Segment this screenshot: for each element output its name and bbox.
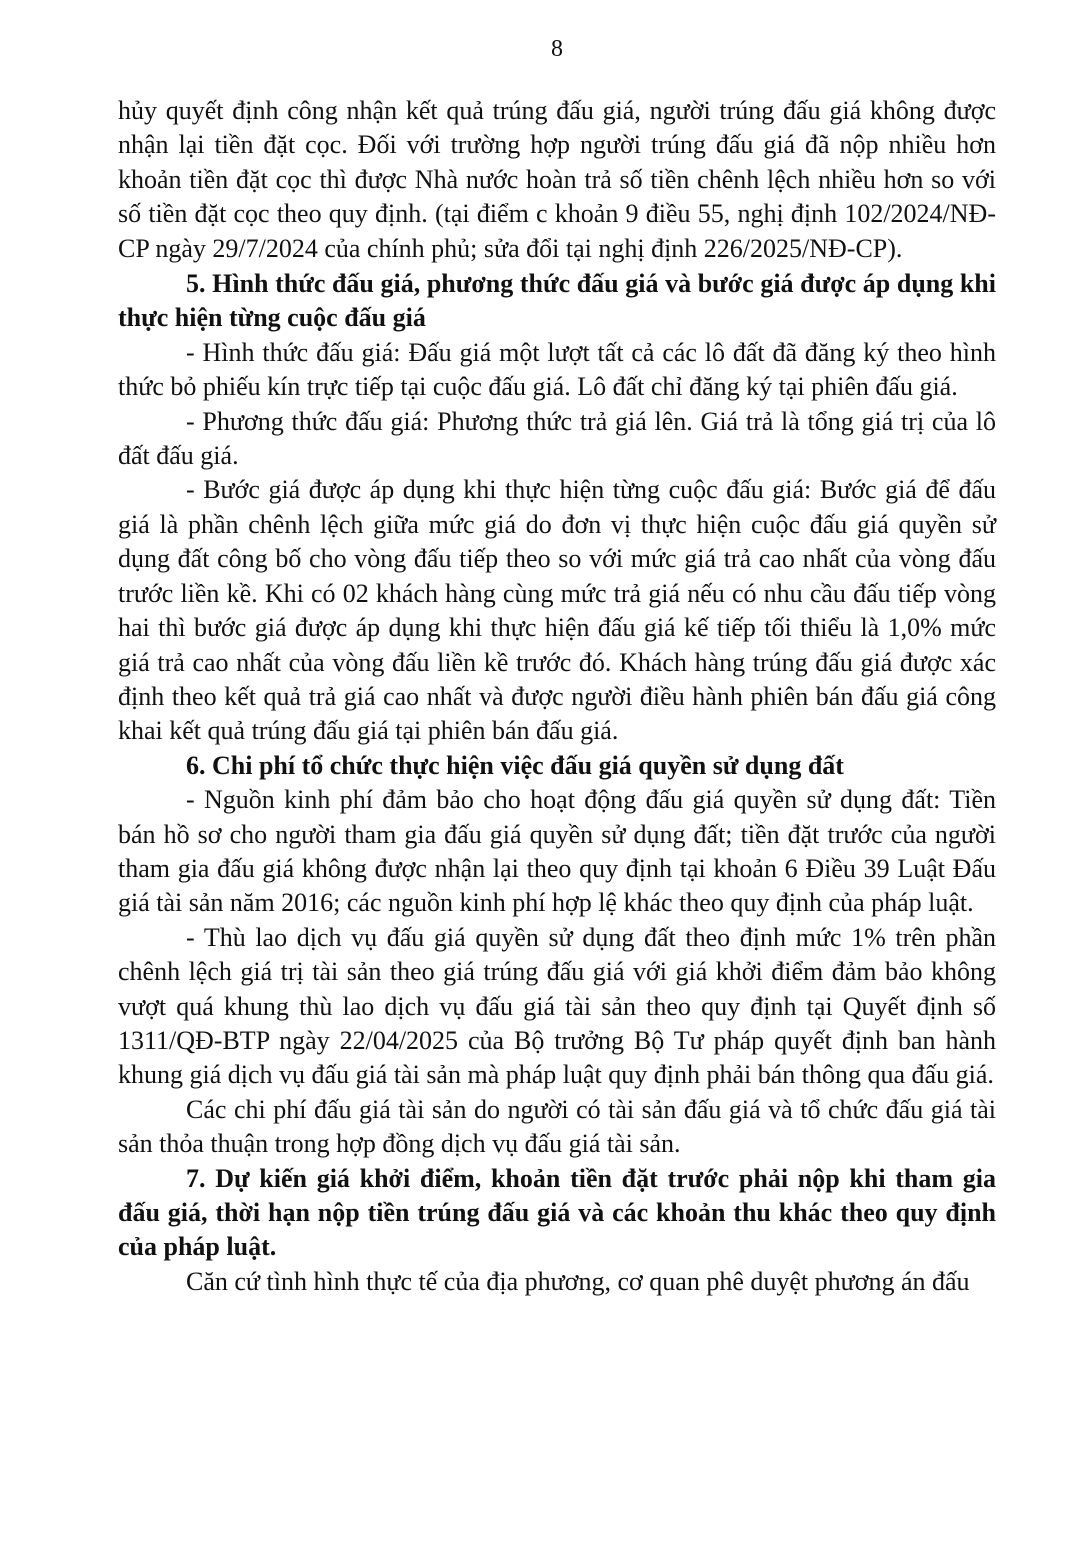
paragraph-service-fee: - Thù lao dịch vụ đấu giá quyền sử dụng đất theo định mức 1% trên phần chênh lệch giá trị tài sản theo giá trúng đấu giá với giá khởi điểm đảm bảo không vượt quá khung thù lao dịch vụ đấu giá tài sản theo quy định tại Quyết định số 1311/QĐ-BTP ngày 22/04/2025 của Bộ trưởng Bộ Tư pháp quyết định ban hành khung giá dịch vụ đấu giá tài sản mà pháp luật quy định phải bán thông qua đấu giá. <box>118 922 996 1090</box>
section-7-heading: 7. Dự kiến giá khởi điểm, khoản tiền đặt trước phải nộp khi tham gia đấu giá, thời hạn nộp tiền trúng đấu giá và các khoản thu khác theo quy định của pháp luật. <box>118 1163 996 1262</box>
paragraph-auction-form: - Hình thức đấu giá: Đấu giá một lượt tất cả các lô đất đã đăng ký theo hình thức bỏ phiếu kín trực tiếp tại cuộc đấu giá. Lô đất chỉ đăng ký tại phiên đấu giá. <box>118 337 996 402</box>
paragraph-deposit-forfeit: hủy quyết định công nhận kết quả trúng đấu giá, người trúng đấu giá không được nhận lại tiền đặt cọc. Đối với trường hợp người trúng đấu giá đã nộp nhiều hơn khoản tiền đặt cọc thì được Nhà nước hoàn trả số tiền chênh lệch nhiều hơn so với số tiền đặt cọc theo quy định. (tại điểm c khoản 9 điều 55, nghị định 102/2024/NĐ-CP ngày 29/7/2024 của chính phủ; sửa đổi tại nghị định 226/2025/NĐ-CP). <box>118 96 996 263</box>
paragraph-funding-source: - Nguồn kinh phí đảm bảo cho hoạt động đấu giá quyền sử dụng đất: Tiền bán hồ sơ cho người tham gia đấu giá quyền sử dụng đất; tiền đặt trước của người tham gia đấu giá không được nhận lại theo quy định tại khoản 6 Điều 39 Luật Đấu giá tài sản năm 2016; các nguồn kinh phí hợp lệ khác theo quy định của pháp luật. <box>118 785 996 918</box>
paragraph-auction-costs: Các chi phí đấu giá tài sản do người có tài sản đấu giá và tổ chức đấu giá tài sản thỏa thuận trong hợp đồng dịch vụ đấu giá tài sản. <box>118 1094 996 1159</box>
paragraph-auction-method: - Phương thức đấu giá: Phương thức trả giá lên. Giá trả là tổng giá trị của lô đất đấu giá. <box>118 406 996 471</box>
paragraph-starting-price: Căn cứ tình hình thực tế của địa phương, cơ quan phê duyệt phương án đấu <box>186 1266 970 1296</box>
section-5-heading: 5. Hình thức đấu giá, phương thức đấu giá và bước giá được áp dụng khi thực hiện từng cuộc đấu giá <box>118 269 996 333</box>
page-number: 8 <box>551 36 563 62</box>
section-6-heading: 6. Chi phí tổ chức thực hiện việc đấu giá quyền sử dụng đất <box>186 750 844 780</box>
paragraph-bid-step: - Bước giá được áp dụng khi thực hiện từng cuộc đấu giá: Bước giá để đấu giá là phần chênh lệch giữa mức giá do đơn vị thực hiện cuộc đấu giá quyền sử dụng đất công bố cho vòng đấu tiếp theo so với mức giá trả cao nhất của vòng đấu trước liền kề. Khi có 02 khách hàng cùng mức trả giá nếu có nhu cầu đấu tiếp vòng hai thì bước giá được áp dụng khi thực hiện đấu giá kế tiếp tối thiểu là 1,0% mức giá trả cao nhất của vòng đấu liền kề trước đó. Khách hàng trúng đấu giá được xác định theo kết quả trả giá cao nhất và được người điều hành phiên bán đấu giá công khai kết quả trúng đấu giá tại phiên bán đấu giá. <box>118 475 996 746</box>
